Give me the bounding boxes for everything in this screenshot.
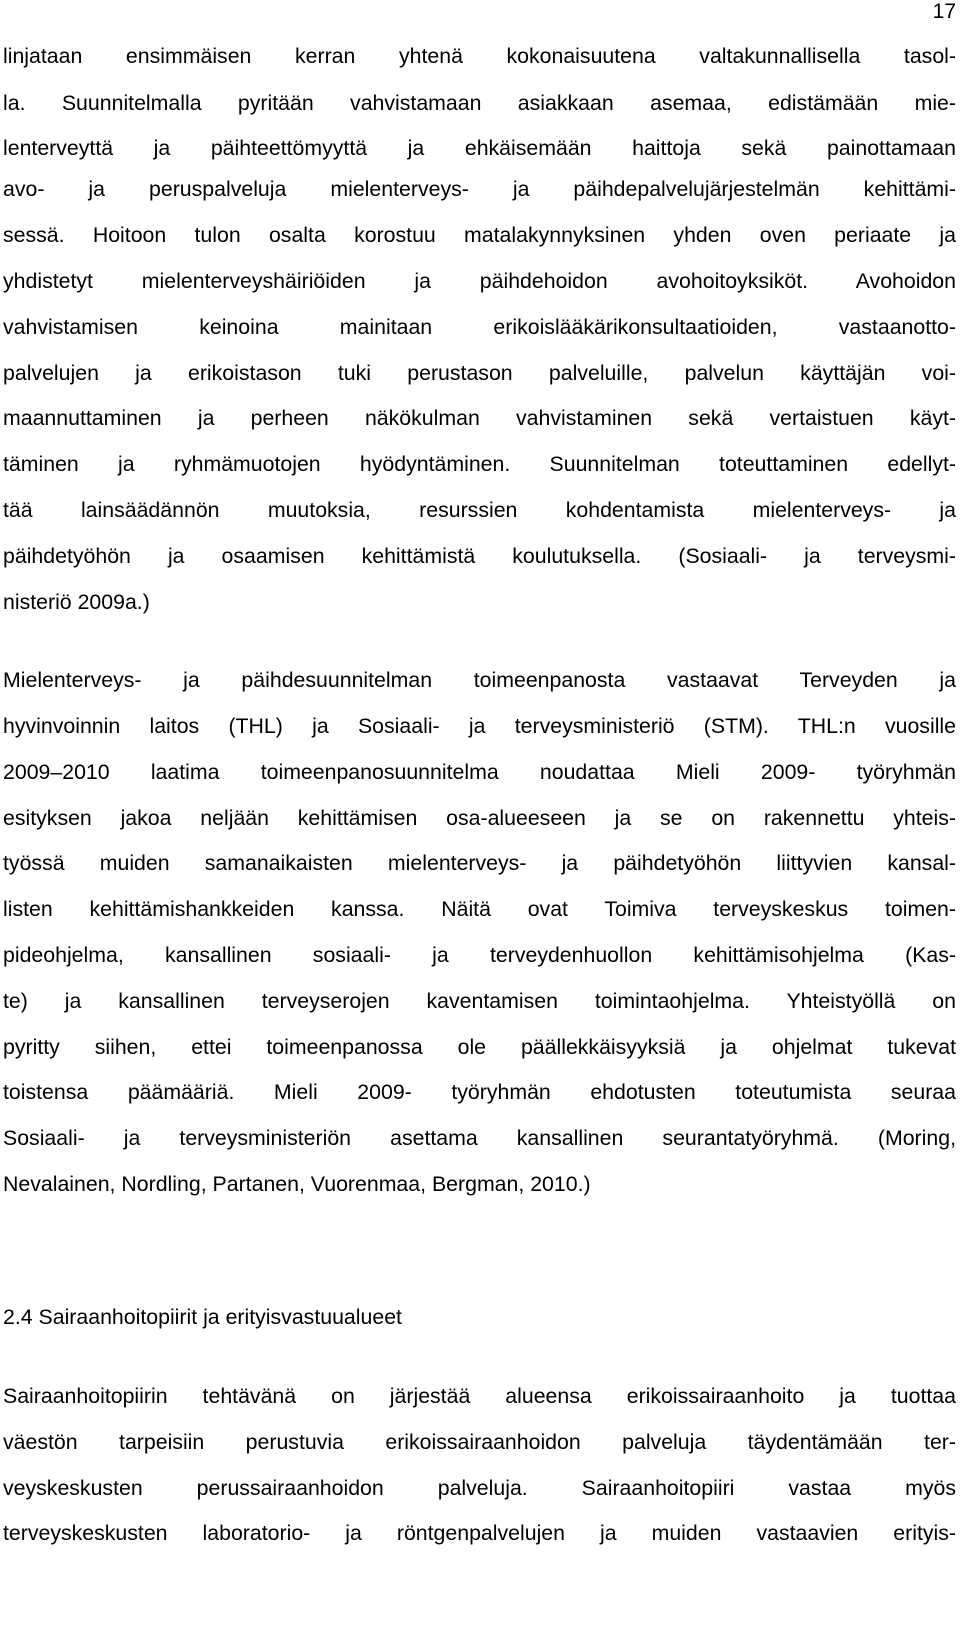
paragraph-1-line: lenterveyttä ja päihteettömyyttä ja ehkäisemään haittoja sekä painottamaan bbox=[3, 136, 956, 160]
paragraph-2-line: Sosiaali- ja terveysministeriön asettama kansallinen seurantatyöryhmä. (Moring, bbox=[3, 1126, 956, 1150]
paragraph-1-line: täminen ja ryhmämuotojen hyödyntäminen. Suunnitelman toteuttaminen edellyt- bbox=[3, 452, 956, 476]
paragraph-1-line: vahvistamisen keinoina mainitaan erikoislääkärikonsultaatioiden, vastaanotto- bbox=[3, 315, 956, 339]
paragraph-2-line: te) ja kansallinen terveyserojen kaventamisen toimintaohjelma. Yhteistyöllä on bbox=[3, 989, 956, 1013]
paragraph-2-line: 2009–2010 laatima toimeenpanosuunnitelma noudattaa Mieli 2009- työryhmän bbox=[3, 760, 956, 784]
paragraph-3-line: väestön tarpeisiin perustuvia erikoissairaanhoidon palveluja täydentämään ter- bbox=[3, 1430, 956, 1454]
paragraph-1-line: avo- ja peruspalveluja mielenterveys- ja päihdepalvelujärjestelmän kehittämi- bbox=[3, 177, 956, 201]
paragraph-1-line: maannuttaminen ja perheen näkökulman vahvistaminen sekä vertaistuen käyt- bbox=[3, 406, 956, 430]
paragraph-3-line: Sairaanhoitopiirin tehtävänä on järjestää alueensa erikoissairaanhoito ja tuottaa bbox=[3, 1384, 956, 1408]
paragraph-2-line: esityksen jakoa neljään kehittämisen osa-alueeseen ja se on rakennettu yhteis- bbox=[3, 806, 956, 830]
page-number: 17 bbox=[932, 0, 956, 23]
paragraph-1-line: päihdetyöhön ja osaamisen kehittämistä koulutuksella. (Sosiaali- ja terveysmi- bbox=[3, 544, 956, 568]
paragraph-3-line: terveyskeskusten laboratorio- ja röntgenpalvelujen ja muiden vastaavien erityis- bbox=[3, 1521, 956, 1545]
paragraph-1-line: tää lainsäädännön muutoksia, resurssien kohdentamista mielenterveys- ja bbox=[3, 498, 956, 522]
paragraph-3-line: veyskeskusten perussairaanhoidon palveluja. Sairaanhoitopiiri vastaa myös bbox=[3, 1476, 956, 1500]
paragraph-1-line: palvelujen ja erikoistason tuki perustason palveluille, palvelun käyttäjän voi- bbox=[3, 361, 956, 385]
paragraph-1-line: nisteriö 2009a.) bbox=[3, 590, 150, 614]
paragraph-2-line: Nevalainen, Nordling, Partanen, Vuorenmaa, Bergman, 2010.) bbox=[3, 1172, 591, 1196]
paragraph-2-line: pideohjelma, kansallinen sosiaali- ja terveydenhuollon kehittämisohjelma (Kas- bbox=[3, 943, 956, 967]
section-heading: 2.4 Sairaanhoitopiirit ja erityisvastuualueet bbox=[3, 1305, 402, 1329]
paragraph-2-line: listen kehittämishankkeiden kanssa. Näitä ovat Toimiva terveyskeskus toimen- bbox=[3, 897, 956, 921]
paragraph-1-line: la. Suunnitelmalla pyritään vahvistamaan asiakkaan asemaa, edistämään mie- bbox=[3, 91, 956, 115]
paragraph-1-line: yhdistetyt mielenterveyshäiriöiden ja päihdehoidon avohoitoyksiköt. Avohoidon bbox=[3, 269, 956, 293]
paragraph-2-line: Mielenterveys- ja päihdesuunnitelman toimeenpanosta vastaavat Terveyden ja bbox=[3, 668, 956, 692]
paragraph-1-line: sessä. Hoitoon tulon osalta korostuu matalakynnyksinen yhden oven periaate ja bbox=[3, 223, 956, 247]
paragraph-2-line: hyvinvoinnin laitos (THL) ja Sosiaali- ja terveysministeriö (STM). THL:n vuosille bbox=[3, 714, 956, 738]
paragraph-2-line: toistensa päämääriä. Mieli 2009- työryhmän ehdotusten toteutumista seuraa bbox=[3, 1080, 956, 1104]
paragraph-1-line: linjataan ensimmäisen kerran yhtenä kokonaisuutena valtakunnallisella tasol- bbox=[3, 44, 956, 68]
paragraph-2-line: pyritty siihen, ettei toimeenpanossa ole päällekkäisyyksiä ja ohjelmat tukevat bbox=[3, 1035, 956, 1059]
paragraph-2-line: työssä muiden samanaikaisten mielenterveys- ja päihdetyöhön liittyvien kansal- bbox=[3, 851, 956, 875]
